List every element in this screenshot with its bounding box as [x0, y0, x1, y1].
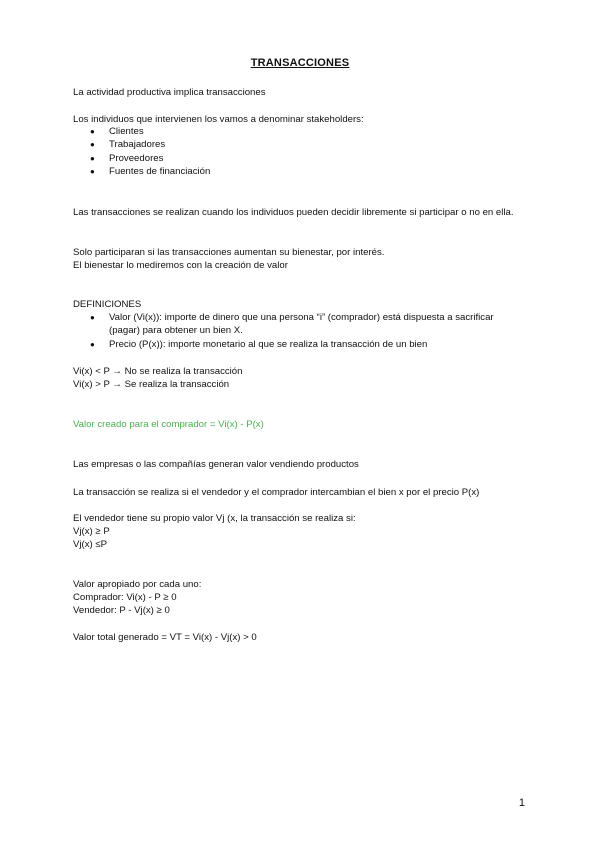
stakeholders-list: [90, 125, 210, 178]
intro-line: La actividad productiva implica transacciones: [73, 87, 266, 98]
list-item: ● Valor (Vi(x)): importe de dinero que una persona “i” (comprador) está dispuesta a sacrificar (pagar) para obtener un bien X.: [90, 311, 520, 338]
list-item: ● Clientes: [90, 125, 210, 138]
apropiado-lead: Valor apropiado por cada uno:: [73, 579, 202, 590]
vendedor-condition-1: Vj(x) ≥ P: [73, 526, 110, 537]
participacion-line-1: Solo participaran si las transacciones aumentan su bienestar, por interés.: [73, 247, 385, 258]
apropiado-comprador: Comprador: Vi(x) - P ≥ 0: [73, 592, 177, 603]
participacion-line-2: El bienestar lo mediremos con la creación de valor: [73, 260, 288, 271]
definiciones-heading: DEFINICIONES: [73, 299, 142, 310]
stakeholders-lead: Los individuos que intervienen los vamos a denominar stakeholders:: [73, 114, 364, 125]
transacciones-paragraph: Las transacciones se realizan cuando los individuos pueden decidir libremente si participar o no en ella.: [73, 207, 514, 218]
vendedor-condition-2: Vj(x) ≤P: [73, 539, 108, 550]
valor-total-line: Valor total generado = VT = Vi(x) - Vj(x) > 0: [73, 632, 257, 643]
transaccion-vendedor-line: La transacción se realiza si el vendedor y el comprador intercambian el bien x por el precio P(x): [73, 487, 480, 498]
list-item: ● Precio (P(x)): importe monetario al que se realiza la transacción de un bien: [90, 338, 520, 351]
list-item: ● Fuentes de financiación: [90, 165, 210, 178]
page-title: TRANSACCIONES: [250, 57, 350, 69]
page-number: 1: [518, 797, 525, 809]
valor-creado-line: Valor creado para el comprador = Vi(x) - P(x): [73, 419, 264, 430]
list-item: ● Proveedores: [90, 152, 210, 165]
empresas-line: Las empresas o las compañías generan valor vendiendo productos: [73, 459, 359, 470]
apropiado-vendedor: Vendedor: P - Vj(x) ≥ 0: [73, 605, 170, 616]
rule-line-2: Vi(x) > P → Se realiza la transacción: [73, 379, 230, 390]
definiciones-list: [90, 311, 520, 351]
list-item: ● Trabajadores: [90, 138, 210, 151]
vendedor-lead: El vendedor tiene su propio valor Vj (x, la transacción se realiza si:: [73, 513, 356, 524]
rule-line-1: Vi(x) < P → No se realiza la transacción: [73, 366, 243, 377]
